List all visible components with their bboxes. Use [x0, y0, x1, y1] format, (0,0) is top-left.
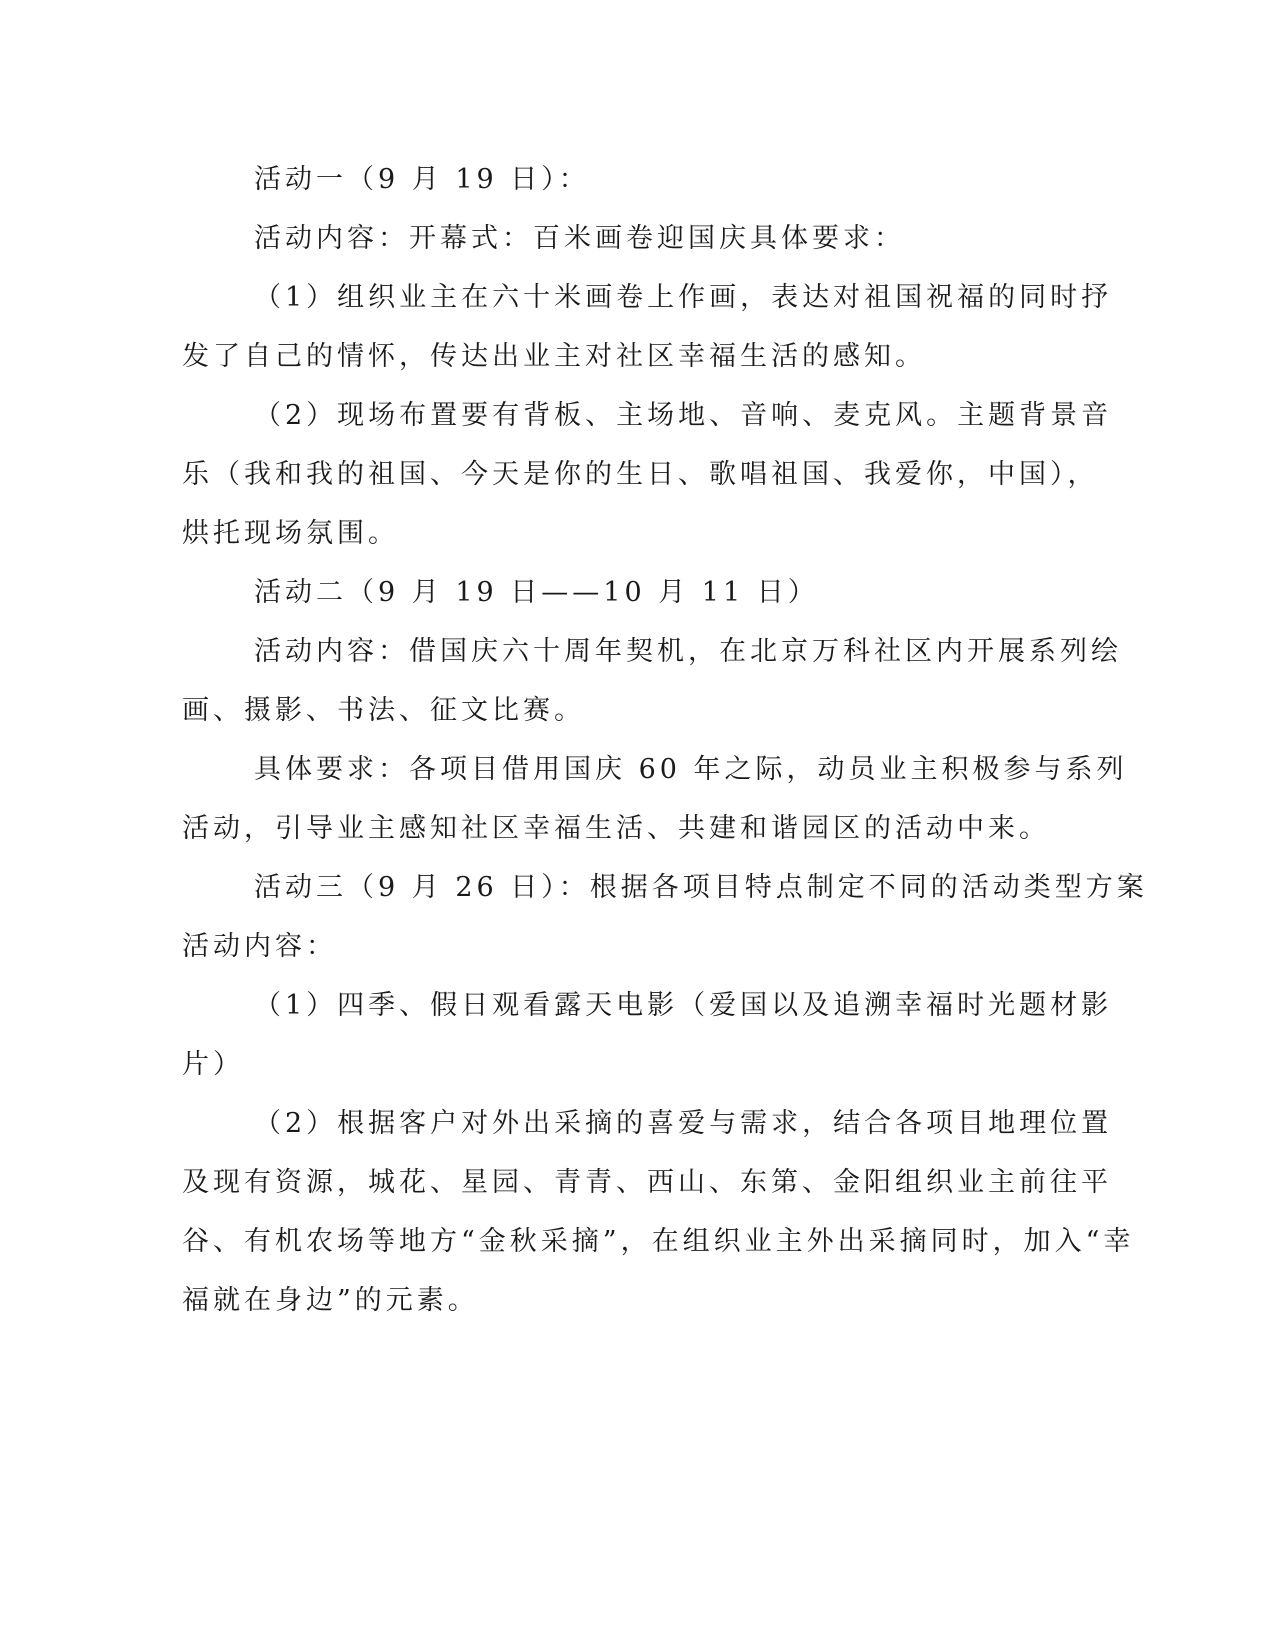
activity-1-item-2-line-1: （2）现场布置要有背板、主场地、音响、麦克风。主题背景音 [254, 400, 1113, 431]
activity-3-item-2-line-4: 福就在身边”的元素。 [182, 1285, 479, 1316]
activity-3-heading: 活动三（9 月 26 日）：根据各项目特点制定不同的活动类型方案 [254, 872, 1148, 903]
activity-1-item-1-line-1: （1）组织业主在六十米画卷上作画，表达对祖国祝福的同时抒 [254, 282, 1113, 313]
activity-1-item-2-line-3: 烘托现场氛围。 [182, 518, 399, 549]
activity-2-content-line-1: 活动内容：借国庆六十周年契机，在北京万科社区内开展系列绘 [254, 636, 1122, 667]
activity-1-heading: 活动一（9 月 19 日）： [254, 164, 590, 195]
activity-1-content: 活动内容：开幕式：百米画卷迎国庆具体要求： [254, 223, 905, 254]
activity-3-item-1-line-1: （1）四季、假日观看露天电影（爱国以及追溯幸福时光题材影 [254, 990, 1113, 1021]
activity-1-item-2-line-2: 乐（我和我的祖国、今天是你的生日、歌唱祖国、我爱你，中国）， [182, 459, 1099, 490]
activity-3-content: 活动内容： [182, 931, 337, 962]
activity-3-item-2-line-2: 及现有资源，城花、星园、青青、西山、东第、金阳组织业主前往平 [182, 1167, 1112, 1198]
activity-2-heading: 活动二（9 月 19 日——10 月 11 日） [254, 577, 819, 608]
document-body [182, 150, 1148, 1330]
activity-2-requirements-line-1: 具体要求：各项目借用国庆 60 年之际，动员业主积极参与系列 [254, 754, 1128, 785]
activity-2-content-line-2: 画、摄影、书法、征文比赛。 [182, 695, 585, 726]
activity-3-item-1-line-2: 片） [182, 1049, 244, 1080]
activity-3-item-2-line-3: 谷、有机农场等地方“金秋采摘”，在组织业主外出采摘同时，加入“幸 [182, 1226, 1135, 1257]
activity-2-requirements-line-2: 活动，引导业主感知社区幸福生活、共建和谐园区的活动中来。 [182, 813, 1050, 844]
activity-3-item-2-line-1: （2）根据客户对外出采摘的喜爱与需求，结合各项目地理位置 [254, 1108, 1113, 1139]
activity-1-item-1-line-2: 发了自己的情怀，传达出业主对社区幸福生活的感知。 [182, 341, 926, 372]
